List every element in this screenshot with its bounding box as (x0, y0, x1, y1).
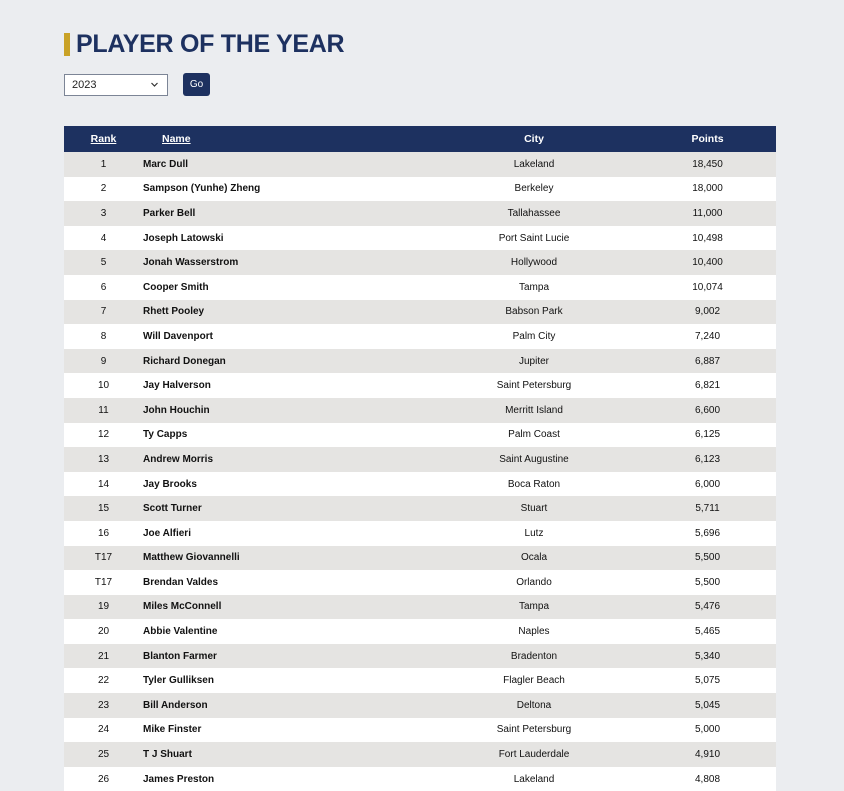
name-sort-link[interactable]: Name (162, 133, 191, 145)
name-cell: Scott Turner (143, 503, 202, 515)
city-cell: Saint Petersburg (496, 380, 572, 392)
table-header-row (64, 126, 776, 152)
city-cell: Lakeland (513, 158, 555, 170)
table-row (64, 546, 776, 571)
rank-cell: 21 (97, 650, 110, 662)
name-cell: Blanton Farmer (143, 650, 217, 662)
rank-cell: 15 (97, 503, 110, 515)
rank-cell: 13 (97, 453, 110, 465)
city-cell: Ocala (520, 552, 548, 564)
city-cell: Berkeley (514, 183, 554, 195)
points-cell: 7,240 (694, 330, 721, 342)
rank-cell: 8 (100, 330, 107, 342)
points-cell: 4,808 (694, 773, 721, 785)
city-cell: Tampa (518, 281, 549, 293)
points-cell: 5,476 (694, 601, 721, 613)
table-row (64, 447, 776, 472)
rank-cell: 19 (97, 601, 110, 613)
rank-cell: T17 (94, 576, 113, 588)
city-cell: Saint Augustine (499, 453, 569, 465)
city-cell: Lutz (524, 527, 544, 539)
name-cell: James Preston (143, 773, 215, 785)
city-cell: Babson Park (505, 306, 563, 318)
city-cell: Saint Petersburg (496, 724, 572, 736)
table-row (64, 152, 776, 177)
rank-cell: 5 (100, 257, 107, 269)
city-column-header: City (524, 133, 544, 145)
rank-cell: 3 (100, 207, 107, 219)
rank-cell: 10 (97, 380, 110, 392)
table-row (64, 177, 776, 202)
points-column-header: Points (691, 133, 724, 145)
points-cell: 6,123 (694, 453, 721, 465)
city-cell: Jupiter (518, 355, 549, 367)
rank-cell: 12 (97, 429, 110, 441)
table-row (64, 349, 776, 374)
city-cell: Merritt Island (505, 404, 563, 416)
points-cell: 6,125 (694, 429, 721, 441)
table-body (64, 152, 776, 791)
city-cell: Hollywood (510, 257, 558, 269)
year-select[interactable] (64, 74, 168, 96)
name-cell: T J Shuart (143, 749, 192, 761)
name-cell: Sampson (Yunhe) Zheng (143, 183, 261, 195)
table-row (64, 619, 776, 644)
name-cell: Will Davenport (143, 330, 213, 342)
table-row (64, 324, 776, 349)
points-cell: 4,910 (694, 749, 721, 761)
points-cell: 10,074 (692, 281, 723, 293)
name-cell: Abbie Valentine (143, 626, 218, 638)
points-cell: 5,000 (694, 724, 721, 736)
points-cell: 18,000 (692, 183, 723, 195)
page-title: PLAYER OF THE YEAR (76, 30, 345, 58)
name-cell: Miles McConnell (143, 601, 222, 613)
name-cell: Rhett Pooley (143, 306, 205, 318)
city-cell: Flagler Beach (503, 675, 565, 687)
page-header (64, 30, 344, 58)
name-cell: Joseph Latowski (143, 232, 224, 244)
points-cell: 5,696 (694, 527, 721, 539)
table-row (64, 496, 776, 521)
city-cell: Palm Coast (508, 429, 560, 441)
name-cell: Brendan Valdes (143, 576, 219, 588)
table-row (64, 373, 776, 398)
table-row (64, 595, 776, 620)
name-cell: Bill Anderson (143, 699, 208, 711)
name-cell: Matthew Giovannelli (143, 552, 240, 564)
city-cell: Deltona (516, 699, 552, 711)
rank-cell: 7 (100, 306, 107, 318)
points-cell: 6,887 (694, 355, 721, 367)
table-row (64, 693, 776, 718)
rank-cell: 23 (97, 699, 110, 711)
city-cell: Tallahassee (507, 207, 561, 219)
name-cell: Mike Finster (143, 724, 202, 736)
city-cell: Orlando (516, 576, 552, 588)
city-cell: Bradenton (510, 650, 558, 662)
city-cell: Stuart (520, 503, 548, 515)
rank-cell: 9 (100, 355, 107, 367)
rank-cell: 25 (97, 749, 110, 761)
name-cell: Jonah Wasserstrom (143, 257, 239, 269)
rank-cell: 6 (100, 281, 107, 293)
table-row (64, 398, 776, 423)
points-cell: 6,821 (694, 380, 721, 392)
points-cell: 9,002 (694, 306, 721, 318)
player-ranking-table (64, 126, 776, 791)
name-cell: John Houchin (143, 404, 210, 416)
table-row (64, 521, 776, 546)
city-cell: Tampa (518, 601, 549, 613)
rank-cell: 16 (97, 527, 110, 539)
name-cell: Marc Dull (143, 158, 189, 170)
points-cell: 5,340 (694, 650, 721, 662)
city-cell: Port Saint Lucie (498, 232, 570, 244)
table-row (64, 201, 776, 226)
city-cell: Lakeland (513, 773, 555, 785)
table-row (64, 742, 776, 767)
name-cell: Jay Brooks (143, 478, 197, 490)
rank-sort-link[interactable]: Rank (90, 133, 117, 145)
table-row (64, 250, 776, 275)
points-cell: 5,465 (694, 626, 721, 638)
name-cell: Tyler Gulliksen (143, 675, 214, 687)
table-row (64, 423, 776, 448)
chevron-down-icon (150, 80, 159, 89)
points-cell: 18,450 (692, 158, 723, 170)
table-row (64, 472, 776, 497)
points-cell: 5,075 (694, 675, 721, 687)
rank-cell: 22 (97, 675, 110, 687)
table-row (64, 718, 776, 743)
points-cell: 6,000 (694, 478, 721, 490)
rank-cell: 14 (97, 478, 110, 490)
name-cell: Jay Halverson (143, 380, 211, 392)
name-cell: Richard Donegan (143, 355, 226, 367)
points-cell: 5,045 (694, 699, 721, 711)
title-accent-bar (64, 33, 70, 56)
points-cell: 5,500 (694, 552, 721, 564)
points-cell: 10,400 (692, 257, 723, 269)
table-row (64, 300, 776, 325)
table-row (64, 275, 776, 300)
points-cell: 5,500 (694, 576, 721, 588)
table-row (64, 570, 776, 595)
points-cell: 10,498 (692, 232, 723, 244)
name-cell: Joe Alfieri (143, 527, 191, 539)
rank-cell: 20 (97, 626, 110, 638)
table-row (64, 767, 776, 791)
name-cell: Cooper Smith (143, 281, 209, 293)
rank-column-header[interactable] (64, 126, 143, 152)
city-cell: Naples (518, 626, 550, 638)
name-cell: Ty Capps (143, 429, 188, 441)
rank-cell: 1 (100, 158, 107, 170)
city-cell: Boca Raton (507, 478, 561, 490)
city-cell: Palm City (512, 330, 556, 342)
name-cell: Parker Bell (143, 207, 196, 219)
year-filter (64, 73, 210, 96)
table-row (64, 226, 776, 251)
rank-cell: T17 (94, 552, 113, 564)
rank-cell: 26 (97, 773, 110, 785)
go-button[interactable]: Go (183, 73, 210, 96)
rank-cell: 24 (97, 724, 110, 736)
rank-cell: 2 (100, 183, 107, 195)
points-cell: 6,600 (694, 404, 721, 416)
rank-cell: 4 (100, 232, 107, 244)
year-select-value: 2023 (72, 78, 97, 91)
rank-cell: 11 (98, 404, 109, 416)
table-row (64, 644, 776, 669)
name-cell: Andrew Morris (143, 453, 214, 465)
points-cell: 5,711 (695, 503, 720, 515)
points-cell: 11,000 (692, 207, 723, 219)
table-row (64, 668, 776, 693)
city-cell: Fort Lauderdale (498, 749, 570, 761)
name-column-header[interactable] (143, 126, 429, 152)
